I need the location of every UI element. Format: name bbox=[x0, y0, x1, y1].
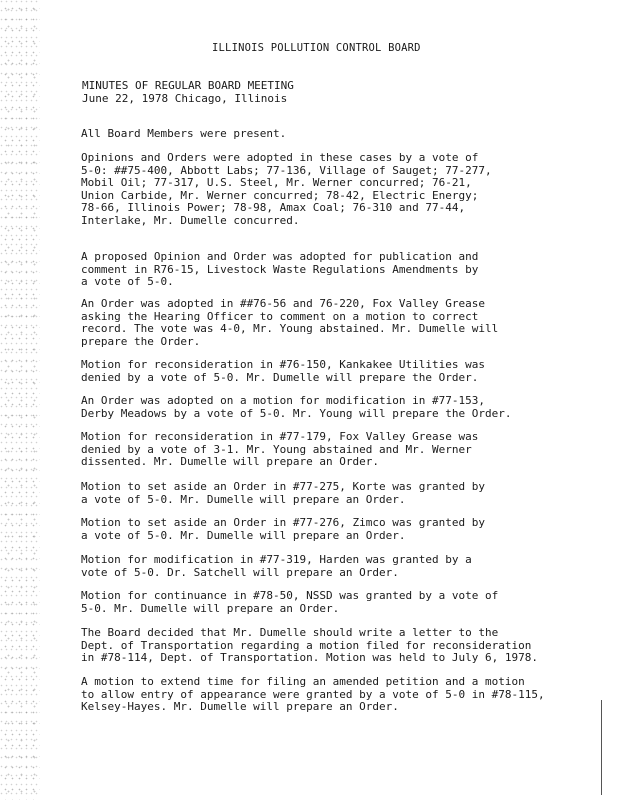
meeting-date-location: June 22, 1978 Chicago, Illinois bbox=[82, 92, 288, 105]
paragraph-opinions-adopted: Opinions and Orders were adopted in these cases by a vote of 5-0: ##75-400, Abbott Labs; 77-136, Village of Sauget; 77-277, Mobil Oil; 77-317, U.S. Steel, Mr. Werner concurred; 76-21, Union Carbide, Mr. Werner concurred; 78-42, Electric Energy; 78-66, Illinois Power; 78-98, Amax Coal; 76-310 and 77-44, Interlake, Mr. Dumelle concurred. bbox=[81, 151, 492, 227]
paragraph-zimco-motion: Motion to set aside an Order in #77-276, Zimco was granted by a vote of 5-0. Mr. Dumelle will prepare an Order. bbox=[81, 516, 485, 542]
paragraph-nssd-continuance: Motion for continuance in #78-50, NSSD was granted by a vote of 5-0. Mr. Dumelle will prepare an Order. bbox=[81, 589, 499, 615]
scan-margin-line bbox=[601, 700, 602, 795]
document-title: ILLINOIS POLLUTION CONTROL BOARD bbox=[212, 42, 421, 54]
paragraph-dept-transportation: The Board decided that Mr. Dumelle should write a letter to the Dept. of Transportation regarding a motion filed for reconsideration in #78-114, Dept. of Transportation. Motion was held to July 6, 1978. bbox=[81, 626, 538, 665]
paragraph-fox-valley-reconsideration: Motion for reconsideration in #77-179, Fox Valley Grease was denied by a vote of 3-1. Mr. Young abstained and Mr. Werner dissented. Mr. Dumelle will prepare an Order. bbox=[81, 430, 479, 469]
paragraph-kankakee-motion: Motion for reconsideration in #76-150, Kankakee Utilities was denied by a vote of 5-0. Mr. Dumelle will prepare the Order. bbox=[81, 358, 485, 384]
paragraph-proposed-opinion: A proposed Opinion and Order was adopted for publication and comment in R76-15, Livestock Waste Regulations Amendments by a vote of 5-0. bbox=[81, 250, 479, 289]
scan-edge-noise bbox=[0, 0, 40, 800]
paragraph-derby-meadows: An Order was adopted on a motion for modification in #77-153, Derby Meadows by a vote of 5-0. Mr. Young will prepare the Order. bbox=[81, 394, 512, 420]
meeting-heading bbox=[82, 79, 294, 105]
paragraph-fox-valley-order: An Order was adopted in ##76-56 and 76-220, Fox Valley Grease asking the Hearing Officer to comment on a motion to correct record. The vote was 4-0, Mr. Young abstained. Mr. Dumelle will prepare the Order. bbox=[81, 297, 499, 348]
paragraph-attendance: All Board Members were present. bbox=[81, 127, 287, 140]
meeting-heading-title: MINUTES OF REGULAR BOARD MEETING bbox=[82, 79, 294, 92]
paragraph-harden-motion: Motion for modification in #77-319, Harden was granted by a vote of 5-0. Dr. Satchell will prepare an Order. bbox=[81, 553, 472, 579]
paragraph-korte-motion: Motion to set aside an Order in #77-275, Korte was granted by a vote of 5-0. Mr. Dumelle will prepare an Order. bbox=[81, 480, 485, 506]
paragraph-kelsey-hayes: A motion to extend time for filing an amended petition and a motion to allow entry of appearance were granted by a vote of 5-0 in #78-115, Kelsey-Hayes. Mr. Dumelle will prepare an Order. bbox=[81, 675, 545, 714]
